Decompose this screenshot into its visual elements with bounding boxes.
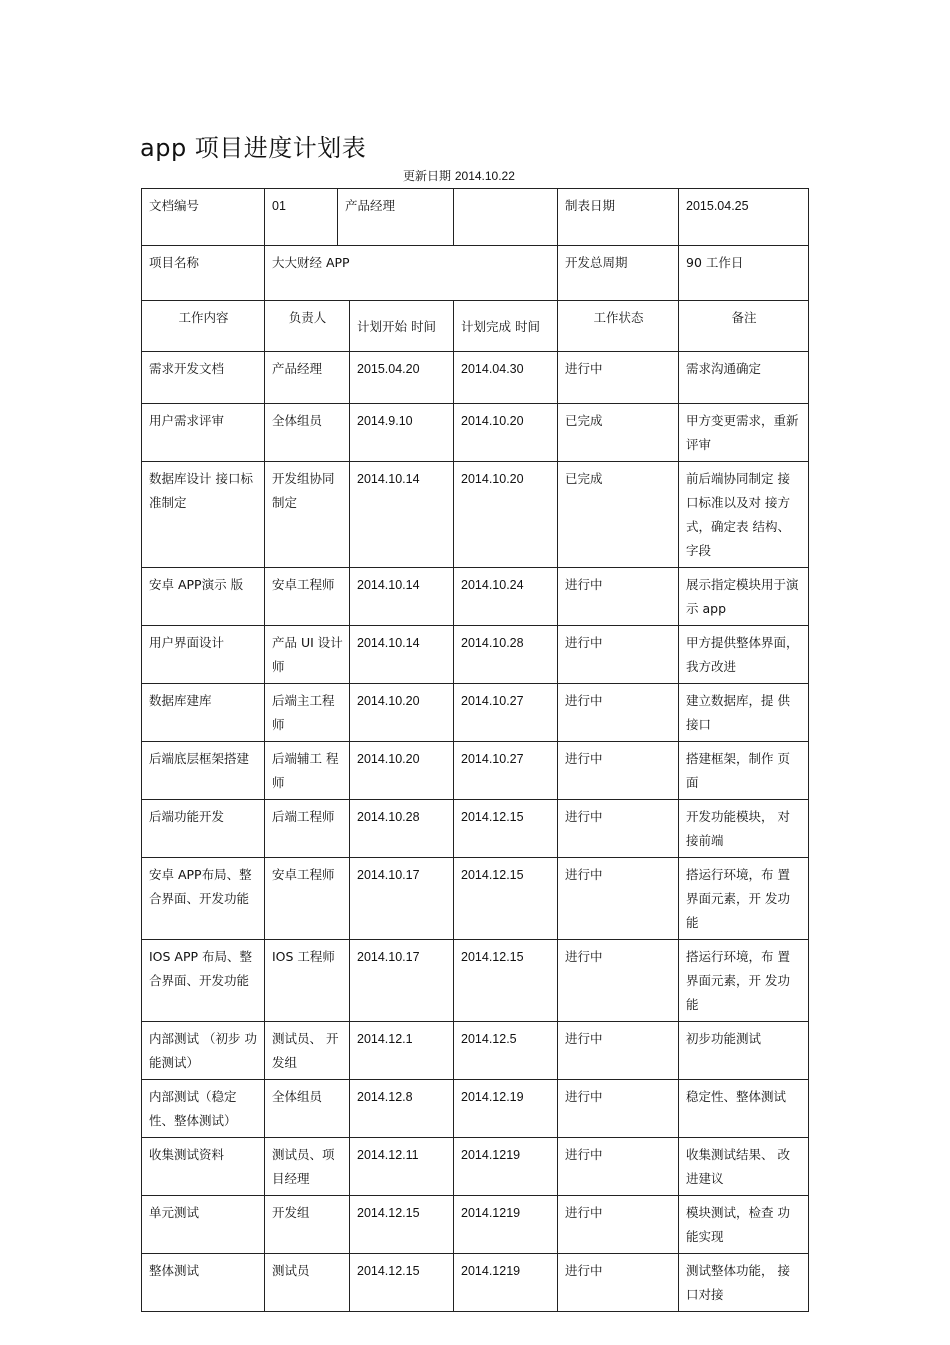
end-date-cell: 2014.12.5 [454,1022,558,1080]
status-cell: 进行中 [558,1254,679,1312]
end-date-cell: 2014.10.24 [454,568,558,626]
header-task: 工作内容 [142,301,265,352]
end-date-cell: 2014.10.27 [454,684,558,742]
status-cell: 进行中 [558,940,679,1022]
project-name-label: 项目名称 [142,246,265,301]
task-cell: 安卓 APP布局、整合界面、开发功能 [142,858,265,940]
start-date-cell: 2014.10.14 [350,462,454,568]
table-row [142,1080,809,1138]
table-row [142,742,809,800]
note-cell: 稳定性、整体测试 [679,1080,809,1138]
table-row [142,462,809,568]
table-row [142,352,809,404]
header-row [142,301,809,352]
owner-cell: 产品经理 [265,352,350,404]
end-date-cell: 2014.10.27 [454,742,558,800]
note-cell: 甲方提供整体界面，我方改进 [679,626,809,684]
start-date-cell: 2014.12.1 [350,1022,454,1080]
schedule-table [141,188,809,1312]
status-cell: 已完成 [558,404,679,462]
end-date-cell: 2014.12.15 [454,800,558,858]
owner-cell: 开发组协同制定 [265,462,350,568]
task-cell: 后端底层框架搭建 [142,742,265,800]
table-row [142,1196,809,1254]
end-date-cell: 2014.10.20 [454,404,558,462]
info-row-doc [142,189,809,246]
start-date-cell: 2014.10.28 [350,800,454,858]
owner-cell: 全体组员 [265,404,350,462]
task-cell: 用户界面设计 [142,626,265,684]
note-cell: 测试整体功能， 接口对接 [679,1254,809,1312]
info-row-project [142,246,809,301]
end-date-cell: 2014.10.20 [454,462,558,568]
table-row [142,1254,809,1312]
table-row [142,1138,809,1196]
end-date-cell: 2014.12.19 [454,1080,558,1138]
task-cell: 需求开发文档 [142,352,265,404]
header-start: 计划开始 时间 [350,301,454,352]
task-cell: 单元测试 [142,1196,265,1254]
end-date-cell: 2014.04.30 [454,352,558,404]
status-cell: 进行中 [558,858,679,940]
note-cell: 建立数据库，提 供接口 [679,684,809,742]
header-status: 工作状态 [558,301,679,352]
note-cell: 前后端协同制定 接口标准以及对 接方式，确定表 结构、字段 [679,462,809,568]
start-date-cell: 2014.10.14 [350,626,454,684]
owner-cell: 测试员 [265,1254,350,1312]
status-cell: 进行中 [558,352,679,404]
table-row [142,800,809,858]
table-row [142,940,809,1022]
status-cell: 已完成 [558,462,679,568]
start-date-cell: 2014.10.17 [350,858,454,940]
doc-no-label: 文档编号 [142,189,265,246]
end-date-cell: 2014.12.15 [454,940,558,1022]
cycle-value: 90 工作日 [679,246,809,301]
note-cell: 收集测试结果、 改进建议 [679,1138,809,1196]
owner-cell: 全体组员 [265,1080,350,1138]
task-cell: 后端功能开发 [142,800,265,858]
status-cell: 进行中 [558,1196,679,1254]
status-cell: 进行中 [558,1022,679,1080]
status-cell: 进行中 [558,1080,679,1138]
note-cell: 搭建框架，制作 页面 [679,742,809,800]
cycle-label: 开发总周期 [558,246,679,301]
owner-cell: 测试员、项目经理 [265,1138,350,1196]
note-cell: 开发功能模块， 对接前端 [679,800,809,858]
task-cell: 用户需求评审 [142,404,265,462]
made-date-label: 制表日期 [558,189,679,246]
table-row [142,684,809,742]
start-date-cell: 2014.12.8 [350,1080,454,1138]
task-cell: 数据库建库 [142,684,265,742]
status-cell: 进行中 [558,742,679,800]
page-title: app 项目进度计划表 [140,134,367,162]
owner-cell: 测试员、 开发组 [265,1022,350,1080]
update-date-line [403,167,515,184]
task-cell: 数据库设计 接口标准制定 [142,462,265,568]
note-cell: 需求沟通确定 [679,352,809,404]
owner-cell: 后端主工程师 [265,684,350,742]
table-row [142,404,809,462]
note-cell: 模块测试，检查 功能实现 [679,1196,809,1254]
end-date-cell: 2014.12.15 [454,858,558,940]
start-date-cell: 2014.10.20 [350,742,454,800]
end-date-cell: 2014.1219 [454,1196,558,1254]
start-date-cell: 2014.12.15 [350,1196,454,1254]
start-date-cell: 2014.10.17 [350,940,454,1022]
start-date-cell: 2014.10.20 [350,684,454,742]
end-date-cell: 2014.1219 [454,1138,558,1196]
start-date-cell: 2014.9.10 [350,404,454,462]
task-cell: 收集测试资料 [142,1138,265,1196]
project-name-value: 大大财经 APP [265,246,558,301]
table-row [142,568,809,626]
end-date-cell: 2014.1219 [454,1254,558,1312]
note-cell: 搭运行环境，布 置界面元素，开 发功能 [679,940,809,1022]
update-date-label: 更新日期 [403,169,452,183]
note-cell: 展示指定模块用于演示 app [679,568,809,626]
status-cell: 进行中 [558,626,679,684]
start-date-cell: 2015.04.20 [350,352,454,404]
task-cell: IOS APP 布局、整合界面、开发功能 [142,940,265,1022]
status-cell: 进行中 [558,800,679,858]
made-date-value: 2015.04.25 [679,189,809,246]
pm-label: 产品经理 [338,189,454,246]
task-cell: 安卓 APP演示 版 [142,568,265,626]
owner-cell: 安卓工程师 [265,568,350,626]
header-note: 备注 [679,301,809,352]
owner-cell: 后端辅工 程师 [265,742,350,800]
owner-cell: 安卓工程师 [265,858,350,940]
header-end: 计划完成 时间 [454,301,558,352]
note-cell: 搭运行环境，布 置界面元素，开 发功能 [679,858,809,940]
header-owner: 负责人 [265,301,350,352]
pm-value [454,189,558,246]
table-row [142,858,809,940]
task-cell: 内部测试（稳定 性、整体测试） [142,1080,265,1138]
start-date-cell: 2014.12.11 [350,1138,454,1196]
owner-cell: 后端工程师 [265,800,350,858]
update-date-value: 2014.10.22 [454,169,515,183]
start-date-cell: 2014.12.15 [350,1254,454,1312]
end-date-cell: 2014.10.28 [454,626,558,684]
status-cell: 进行中 [558,684,679,742]
start-date-cell: 2014.10.14 [350,568,454,626]
note-cell: 甲方变更需求，重新评审 [679,404,809,462]
doc-no-value: 01 [265,189,338,246]
owner-cell: 产品 UI 设计师 [265,626,350,684]
status-cell: 进行中 [558,1138,679,1196]
note-cell: 初步功能测试 [679,1022,809,1080]
table-row [142,626,809,684]
task-cell: 内部测试 （初步 功能测试） [142,1022,265,1080]
task-cell: 整体测试 [142,1254,265,1312]
status-cell: 进行中 [558,568,679,626]
owner-cell: IOS 工程师 [265,940,350,1022]
table-row [142,1022,809,1080]
owner-cell: 开发组 [265,1196,350,1254]
